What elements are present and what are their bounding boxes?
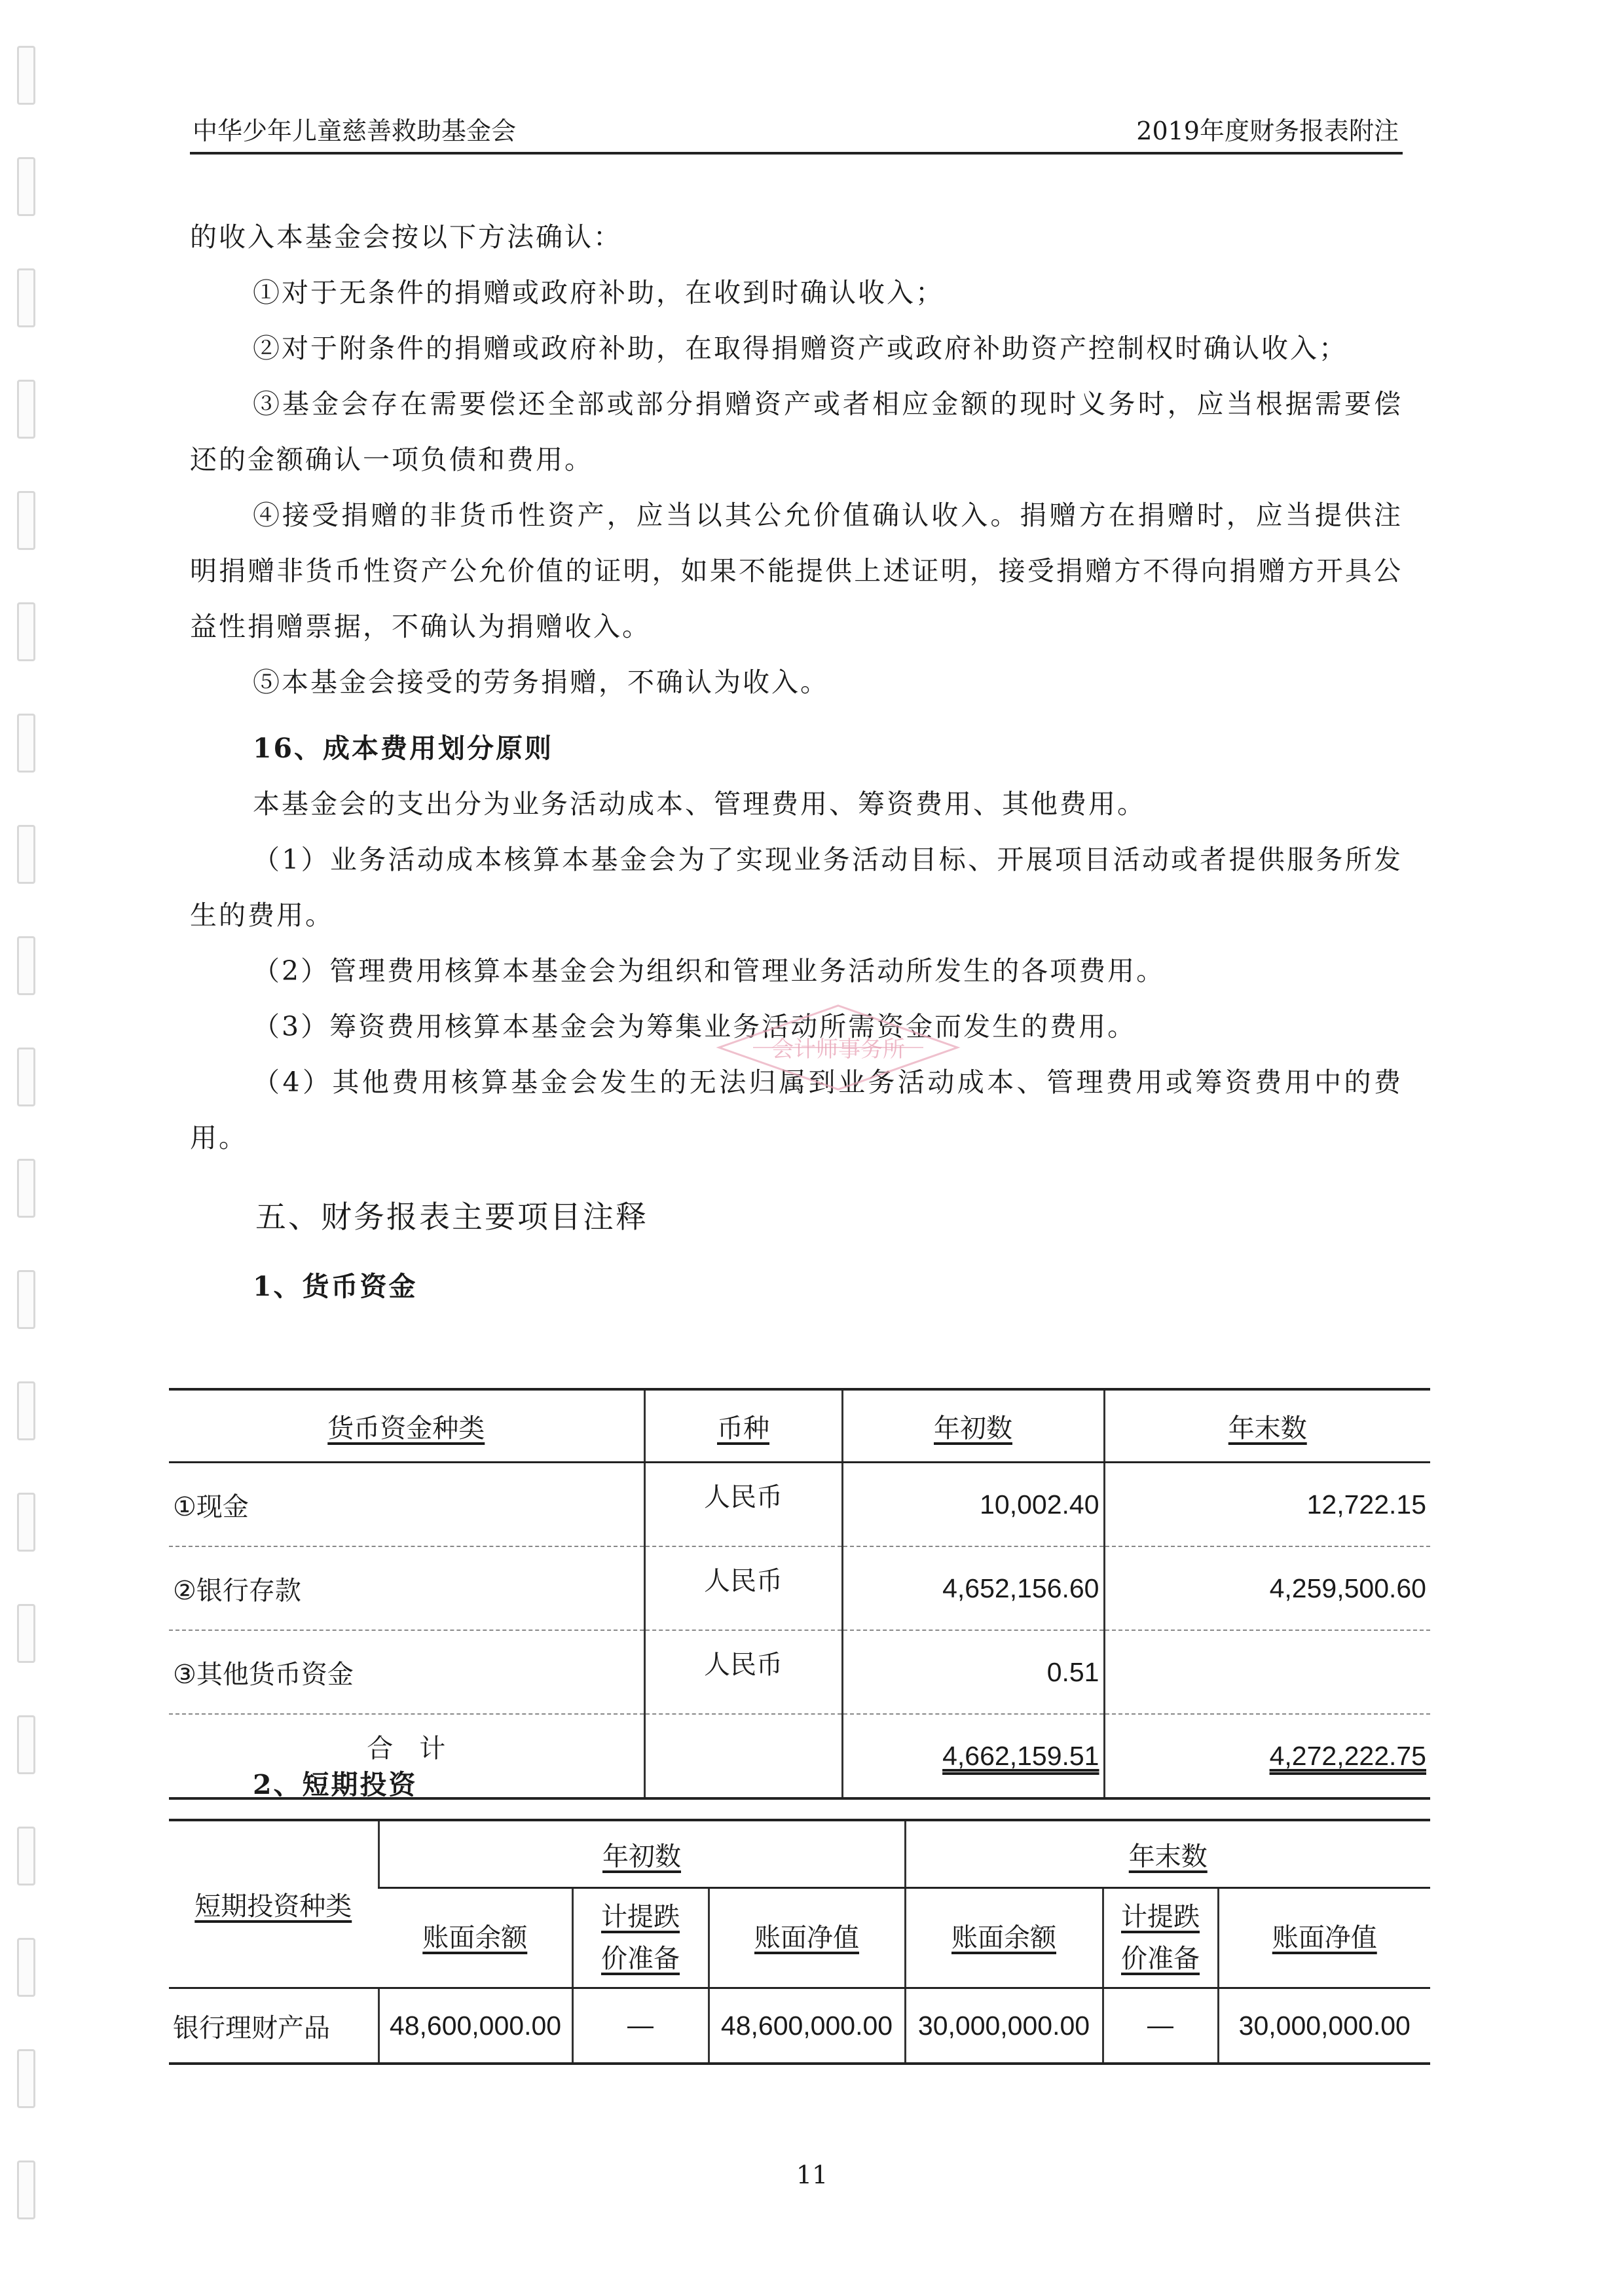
cell-end-balance: 30,000,000.00 <box>905 1988 1103 2064</box>
col-header: 年末数 <box>1228 1413 1307 1443</box>
binding-hole <box>17 1715 35 1774</box>
binding-hole <box>17 1270 35 1329</box>
section-5-title: 五、财务报表主要项目注释 <box>255 1199 648 1235</box>
binding-hole <box>17 46 35 105</box>
cell-name: ③其他货币资金 <box>169 1630 644 1714</box>
cell-currency: 人民币 <box>644 1463 842 1547</box>
binding-hole <box>17 1827 35 1886</box>
cell-begin: 4,652,156.60 <box>842 1546 1104 1630</box>
cell-end: 12,722.15 <box>1104 1463 1430 1547</box>
paragraph: ④接受捐赠的非货币性资产，应当以其公允价值确认收入。捐赠方在捐赠时，应当提供注明捐赠非货币性资产公允价值的证明，如果不能提供上述证明，接受捐赠方不得向捐赠方开具公益性捐赠票据，不确认为捐赠收入。 <box>190 500 1403 642</box>
sub-header-line: 计提跌 <box>1121 1903 1200 1931</box>
binding-hole <box>17 380 35 439</box>
binding-hole <box>17 1048 35 1106</box>
table-row <box>169 1463 1430 1547</box>
col-header: 短期投资种类 <box>194 1892 352 1921</box>
paragraph: （1）业务活动成本核算本基金会为了实现业务活动目标、开展项目活动或者提供服务所发生的费用。 <box>190 844 1403 931</box>
total-begin: 4,662,159.51 <box>942 1740 1099 1771</box>
binding-holes <box>13 26 39 2291</box>
binding-hole <box>17 1604 35 1663</box>
sub-header: 账面余额 <box>422 1923 528 1952</box>
total-end: 4,272,222.75 <box>1269 1740 1426 1771</box>
table-row <box>169 1546 1430 1630</box>
sub-header: 账面净值 <box>1272 1923 1377 1952</box>
section-16-title: 16、成本费用划分原则 <box>253 733 554 764</box>
sub-header-line: 价准备 <box>601 1944 680 1973</box>
col-header: 年初数 <box>934 1413 1012 1443</box>
cell-end-provision: — <box>1103 1988 1218 2064</box>
binding-hole <box>17 157 35 216</box>
cell-currency: 人民币 <box>644 1546 842 1630</box>
table-row <box>169 1988 1430 2064</box>
cell-name: ②银行存款 <box>169 1546 644 1630</box>
binding-hole <box>17 1159 35 1218</box>
page-header <box>190 111 1403 155</box>
binding-hole <box>17 1493 35 1552</box>
sub-header-line: 计提跌 <box>601 1903 680 1931</box>
paragraph: ⑤本基金会接受的劳务捐赠，不确认为收入。 <box>253 666 829 698</box>
paragraph: （4）其他费用核算基金会发生的无法归属到业务活动成本、管理费用或筹资费用中的费用。 <box>190 1066 1403 1154</box>
page-body <box>190 210 1403 1319</box>
paragraph: （3）筹资费用核算本基金会为筹集业务活动所需资金而发生的费用。 <box>253 1011 1137 1042</box>
col-header: 年初数 <box>602 1842 681 1871</box>
sub-header: 账面余额 <box>951 1923 1056 1952</box>
binding-hole <box>17 714 35 773</box>
binding-hole <box>17 268 35 327</box>
cell-begin: 10,002.40 <box>842 1463 1104 1547</box>
sub-header <box>601 1903 680 1973</box>
cell-begin-balance: 48,600,000.00 <box>378 1988 572 2064</box>
cell-end: 4,259,500.60 <box>1104 1546 1430 1630</box>
sub-header-line: 价准备 <box>1121 1944 1200 1973</box>
page-number: 11 <box>796 2160 828 2189</box>
col-header: 货币资金种类 <box>327 1413 485 1443</box>
cash-section-title: 1、货币资金 <box>253 1271 418 1302</box>
binding-hole <box>17 825 35 884</box>
stamp-text: 会计师事务所 <box>771 1036 905 1063</box>
cash-table <box>169 1388 1430 1800</box>
header-doc-title: 2019年度财务报表附注 <box>1136 117 1399 145</box>
paragraph: （2）管理费用核算本基金会为组织和管理业务活动所发生的各项费用。 <box>253 955 1166 987</box>
paragraph: ②对于附条件的捐赠或政府补助，在取得捐赠资产或政府补助资产控制权时确认收入； <box>253 333 1348 364</box>
cell-begin-net: 48,600,000.00 <box>709 1988 905 2064</box>
binding-hole <box>17 1381 35 1440</box>
paragraph: ①对于无条件的捐赠或政府补助，在收到时确认收入； <box>253 277 944 308</box>
cell-name: ①现金 <box>169 1463 644 1547</box>
table-row <box>169 1630 1430 1714</box>
cell-begin: 0.51 <box>842 1630 1104 1714</box>
paragraph: 本基金会的支出分为业务活动成本、管理费用、筹资费用、其他费用。 <box>253 788 1146 820</box>
binding-hole <box>17 2049 35 2108</box>
cell-end-net: 30,000,000.00 <box>1218 1988 1430 2064</box>
binding-hole <box>17 1938 35 1997</box>
paragraph: 的收入本基金会按以下方法确认： <box>190 221 622 253</box>
accounting-firm-stamp <box>714 1002 963 1093</box>
binding-hole <box>17 936 35 995</box>
header-org: 中华少年儿童慈善救助基金会 <box>193 117 517 145</box>
invest-section-title: 2、短期投资 <box>253 1769 418 1800</box>
cell-end <box>1104 1630 1430 1714</box>
col-header: 年末数 <box>1128 1842 1208 1871</box>
cell-name: 银行理财产品 <box>169 1988 378 2064</box>
col-header: 币种 <box>717 1413 769 1443</box>
total-label: 合 计 <box>169 1714 644 1798</box>
short-term-investment-table <box>169 1819 1430 2065</box>
cell-begin-provision: — <box>572 1988 709 2064</box>
sub-header <box>1121 1903 1200 1973</box>
binding-hole <box>17 602 35 661</box>
binding-hole <box>17 491 35 550</box>
paragraph: ③基金会存在需要偿还全部或部分捐赠资产或者相应金额的现时义务时，应当根据需要偿还的金额确认一项负债和费用。 <box>190 388 1403 475</box>
cell-currency: 人民币 <box>644 1630 842 1714</box>
sub-header: 账面净值 <box>754 1923 859 1952</box>
